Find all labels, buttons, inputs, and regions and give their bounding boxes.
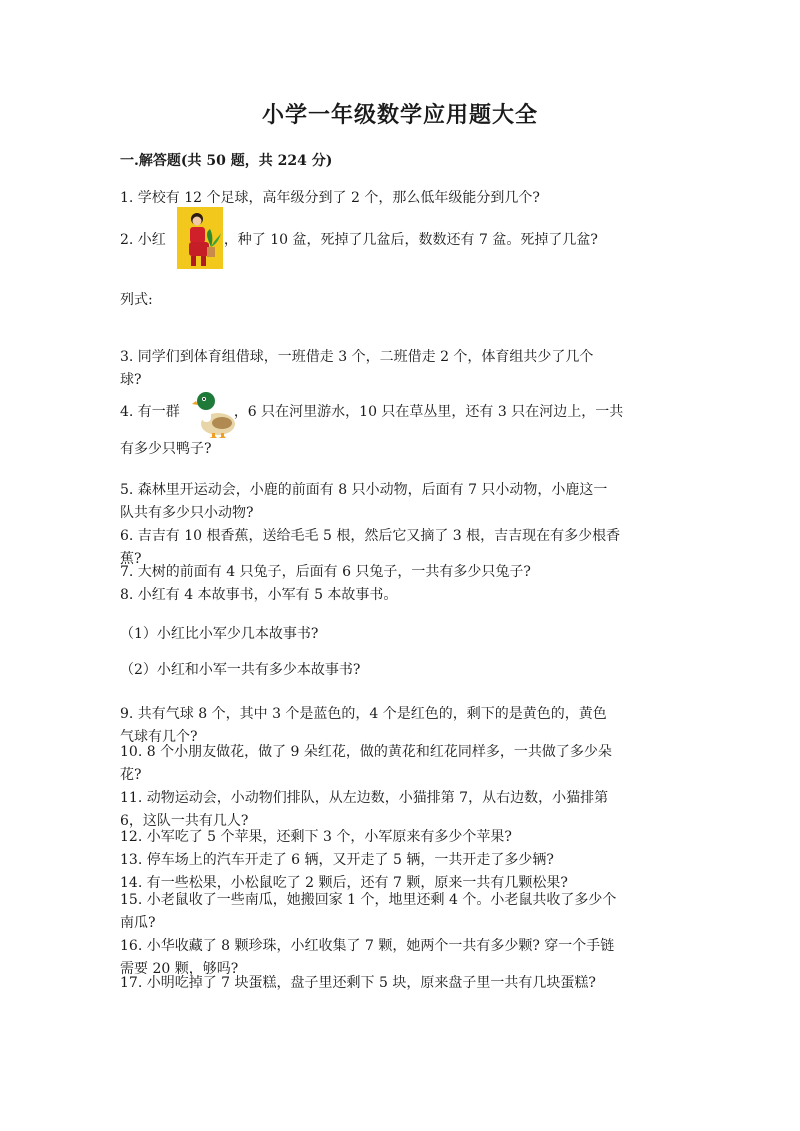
question-13: 13. 停车场上的汽车开走了 6 辆，又开走了 5 辆，一共开走了多少辆? — [120, 852, 554, 868]
question-3-line-1: 3. 同学们到体育组借球，一班借走 3 个，二班借走 2 个，体育组共少了几个 — [120, 349, 594, 365]
question-15-line-2: 南瓜? — [120, 915, 156, 931]
question-2-part-a: 2. 小红 — [120, 232, 166, 248]
question-12: 12. 小军吃了 5 个苹果，还剩下 3 个，小军原来有多少个苹果? — [120, 829, 512, 845]
girl-with-plant-icon — [177, 207, 223, 269]
question-8-part-2: （2）小红和小军一共有多少本故事书? — [120, 662, 361, 678]
question-16-line-2: 需要 20 颗，够吗? — [120, 961, 239, 977]
question-2-formula: 列式: — [120, 292, 153, 308]
question-5-line-2: 队共有多少只小动物? — [120, 505, 254, 521]
question-7: 7. 大树的前面有 4 只兔子，后面有 6 只兔子，一共有多少只兔子? — [120, 564, 531, 580]
question-4-part-b: ，6 只在河里游水，10 只在草丛里，还有 3 只在河边上，一共 — [233, 404, 624, 420]
question-2-part-b: ，种了 10 盆，死掉了几盆后，数数还有 7 盆。死掉了几盆? — [223, 232, 598, 248]
question-8: 8. 小红有 4 本故事书，小军有 5 本故事书。 — [120, 587, 398, 603]
question-10-line-2: 花? — [120, 767, 142, 783]
section-heading: 一.解答题(共 50 题，共 224 分) — [120, 153, 333, 169]
question-3-line-2: 球? — [120, 372, 142, 388]
question-10-line-1: 10. 8 个小朋友做花，做了 9 朵红花，做的黄花和红花同样多，一共做了多少朵 — [120, 744, 612, 760]
question-9-line-1: 9. 共有气球 8 个，其中 3 个是蓝色的，4 个是红色的，剩下的是黄色的，黄色 — [120, 706, 607, 722]
question-8-part-1: （1）小红比小军少几本故事书? — [120, 626, 319, 642]
question-6-line-1: 6. 吉吉有 10 根香蕉，送给毛毛 5 根，然后它又摘了 3 根，吉吉现在有多少根香 — [120, 528, 621, 544]
question-4-line-2: 有多少只鸭子? — [120, 441, 212, 457]
question-16-line-1: 16. 小华收藏了 8 颗珍珠，小红收集了 7 颗，她两个一共有多少颗? 穿一个手链 — [120, 938, 615, 954]
question-17: 17. 小明吃掉了 7 块蛋糕，盘子里还剩下 5 块，原来盘子里一共有几块蛋糕? — [120, 975, 596, 991]
question-4-part-a: 4. 有一群 — [120, 404, 180, 420]
question-15-line-1: 15. 小老鼠收了一些南瓜，她搬回家 1 个，地里还剩 4 个。小老鼠共收了多少个 — [120, 892, 617, 908]
question-14: 14. 有一些松果，小松鼠吃了 2 颗后，还有 7 颗，原来一共有几颗松果? — [120, 875, 568, 891]
duck-icon — [192, 390, 238, 440]
page-title: 小学一年级数学应用题大全 — [261, 102, 538, 128]
question-5-line-1: 5. 森林里开运动会，小鹿的前面有 8 只小动物，后面有 7 只小动物，小鹿这一 — [120, 482, 608, 498]
question-6-line-2: 蕉? — [120, 551, 142, 567]
question-11-line-2: 6，这队一共有几人? — [120, 813, 249, 829]
question-1: 1. 学校有 12 个足球，高年级分到了 2 个，那么低年级能分到几个? — [120, 190, 540, 206]
question-9-line-2: 气球有几个? — [120, 729, 198, 745]
question-11-line-1: 11. 动物运动会，小动物们排队，从左边数，小猫排第 7，从右边数，小猫排第 — [120, 790, 609, 806]
